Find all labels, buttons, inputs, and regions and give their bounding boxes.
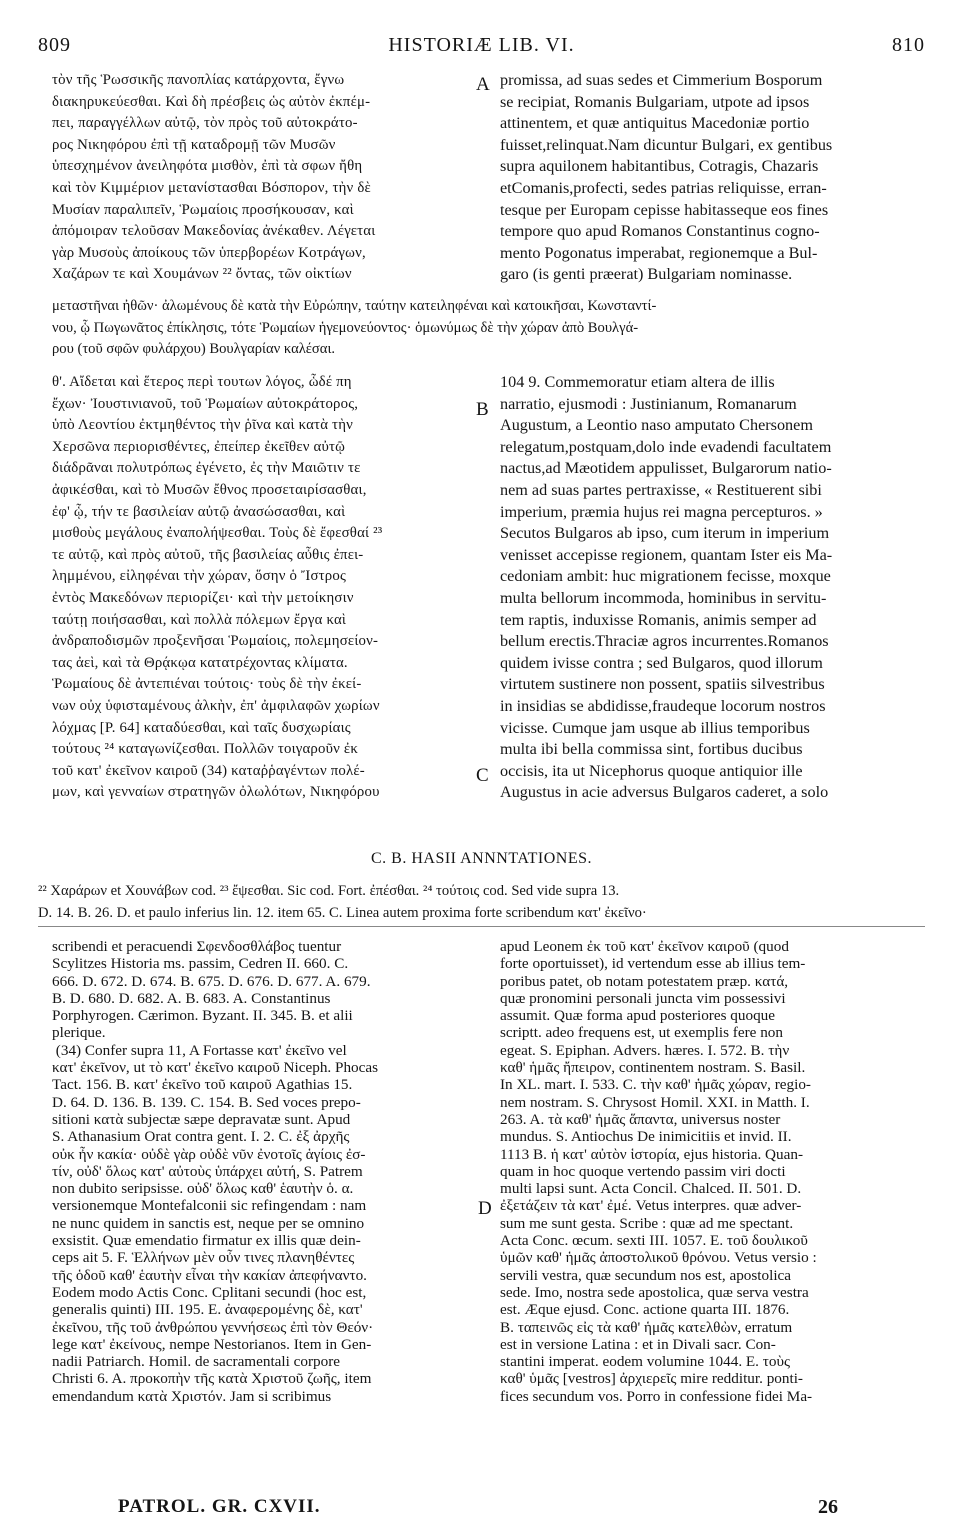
running-header bbox=[38, 34, 925, 60]
margin-letter-c: C bbox=[476, 765, 489, 786]
annotations-left-column: scribendi et peracuendi Σφενδοσθλάβος tuentur Scylitzes Historia ms. passim, Cedren II. 660. C. 666. D. 672. D. 674. B. 675. D. 676. D. 677. A. 679. B. D. 680. D. 682. A. B. 683. A. Constantinus Porphyrogen. Cærimon. Byzant. II. 345. B. et alii plerique. (34) Confer supra 11, A Fortasse κατ' ἐκεῖνο vel κατ' ἐκεῖνον, ut τὸ κατ' ἐκεῖνο καιροῦ Niceph. Phocas Tact. 156. B. κατ' ἐκεῖνο τοῦ καιροῦ Agathias 15. D. 64. D. 136. B. 139. C. 154. B. Sed voces prepo- sitioni κατὰ subjectæ sæpe depravatæ sunt. Apud S. Athanasium Orat contra gent. I. 2. C. ἐξ ἀρχῆς οὐκ ἦν κακία· οὐδὲ γὰρ οὐδὲ νῦν ἐνοτοῖς ἁγίοις ἐσ- τίν, οὐδ' ὅλως κατ' αὐτοὺς ὑπάρχει αὐτή, S. Patrem non dubito seripsisse. οὐδ' ὅλως καθ' ἑαυτὴν ὁ. α. versionemque Montefalconii sic refingendam : nam ne nunc quidem in sanctis est, neque per se omnino exsistit. Quæ emendatio firmatur ex illis quæ dein- ceps ait 5. F. Ἑλλήνων μὲν οὖν τινες πλανηθέντες τῆς ὁδοῦ καθ' ἑαυτὴν εἶναι τὴν κακίαν ἀπεφήναντο. Eodem modo Actis Conc. Cplitani secundi (hoc est, generalis quinti) III. 195. E. ἀναφερομένης δὲ, κατ' ἐκεῖνου, τῆς τοῦ ἀνθρώπου γεννήσεως ἐπὶ τὸν Θεόν· lege κατ' ἐκείνους, nempe Nestorianos. Item in Gen- nadii Patriarch. Homil. de sacramentali corpore Christi 6. A. προκοπὴν τῆς κατὰ Χριστοῦ ζωῆς, item emendandum κατὰ Χριστόν. Jam si scribimus bbox=[52, 938, 379, 1405]
running-title: HISTORIÆ LIB. VI. bbox=[388, 34, 575, 56]
series-volume: PATROL. GR. CXVII. bbox=[118, 1496, 321, 1517]
critical-footnotes: ²² Χαράρων et Χουνάβων cod. ²³ ἔψεσθαι. Sic cod. Fort. ἐπέσθαι. ²⁴ τούτοις cod. Sed vide supra 13. D. 14. B. 26. D. et paulo inferius lin. 12. item 65. C. Linea autem proxima forte scribendum κατ' ἐκεῖνο· bbox=[38, 883, 647, 921]
greek-text-middle: θ'. Αἴδεται καὶ ἕτερος περὶ τουτων λόγος, ὧδέ πη ἔχων· Ἰουστινιανοῦ, τοῦ Ῥωμαίων αὐτοκράτορος, ὑπὸ Λεοντίου ἐκτμηθέντος τὴν ῥῖνα καὶ κατὰ τὴν Χερσῶνα περιορισθέντες, ἐπείπερ ἐκεῖθεν αὐτῷ διάδρᾶναι πολυτρόπως ἐγένετο, ἐς τὴν Μαιῶτιν τε ἀφικέσθαι, καὶ τὸ Μυσῶν ἔθνος προσεταιρίσασθαι, ἐφ' ᾧ, τήν τε βασιλείαν αὐτῷ ἀνασώσασθαι, καὶ μισθοὺς μεγάλους ἐναπολήψεσθαι. Τοὺς δὲ ἔφεσθαί ²³ τε αὐτῷ, καὶ πρὸς αὐτοῦ, τῆς βασιλείας αὖθις ἐπει- λημμένου, εἰληφέναι τὴν χώραν, ὅσην ὁ Ἴστρος ἐντὸς Μακεδόνων περιορίζει· καὶ τὴν μετοίκησιν ταύτῃ ποιήσασθαι, καὶ πολλὰ πόλεμων ἔργα καὶ ἀνδραποδισμῶν προξενῆσαι Ῥωμαίοις, πολεμησείον- τας ἀεὶ, καὶ τὰ Θρᾴκῳα κατατρέχοντας κλίματα. Ῥωμαίους δὲ ἀντεπιέναι τούτοις· τοὺς δὲ τὴν ἐκεί- νων οὐχ ὑφισταμένους ἀλκὴν, ἐπ' ἀμφιλαφῶν χωρίων λόχμας [P. 64] καταδύεσθαι, καὶ ταῖς δυσχωρίαις τούτους ²⁴ καταγωνίζεσθαι. Πολλῶν τοιγαροῦν ἐκ τοῦ κατ' ἐκεῖνον καιροῦ (34) καταῤῥαγέντων πολέ- μων, καὶ γενναίων στρατηγῶν ὀλωλότων, Νικηφόρου bbox=[52, 374, 383, 801]
footnote-divider bbox=[38, 926, 925, 927]
signature-number: 26 bbox=[818, 1496, 838, 1518]
greek-text-full-width: μεταστῆναι ἠθῶν· ἀλωμένους δὲ κατὰ τὴν Εὐρώπην, ταύτην κατειληφέναι καὶ κατοικῆσαι, Κωνσταντί- νου, ᾧ Πωγωνᾶτος ἐπίκλησις, τότε Ῥωμαίων ἡγεμονεύοντος· ὁμωνύμως δὲ τὴν χώραν ἀπὸ Βουλγά- ρου (τοῦ σφῶν φυλάρχου) Βουλγαρίαν καλέσαι. bbox=[52, 298, 657, 358]
margin-letter-b: B bbox=[476, 399, 489, 420]
annotations-right-column: apud Leonem ἐκ τοῦ κατ' ἐκεῖνον καιροῦ (quod forte oportuisset), id vertendum esse ab illius tem- poribus patet, ob notam potestatem præp. κατά, quæ pronomini personali juncta vim possessivi assumit. Quæ forma apud posteriores quoque scriptt. adeo frequens est, ut exemplis fere non egeat. S. Epiphan. Advers. hæres. I. 572. B. τὴν καθ' ἡμᾶς ἤπειρον, continentem nostram. S. Basil. In XL. mart. I. 533. C. τὴν καθ' ἡμᾶς χώραν, regio- nem nostram. S. Chrysost Homil. XXI. in Matth. I. 263. A. τὰ καθ' ἡμᾶς ἅπαντα, universus noster mundus. S. Antiochus De inimicitiis et invid. II. 1113 B. ἡ κατ' αὐτὸν ἱστορία, ejus historia. Quan- quam in hoc quoque vertendo passim viri docti multi lapsi sunt. Acta Concil. Chalced. II. 501. D. ἐξετάζειν τὰ κατ' ἐμέ. Vetus interpres. quæ adver- sum me sunt gesta. Scribe : quæ ad me spectant. Acta Conc. œcum. sexti III. 1057. E. τοῦ δουλικοῦ ὑμῶν καθ' ἡμᾶς ἀποστολικοῦ θρόνου. Vetus versio : servili vestra, quæ secundum nos est, apostolica sede. Imo, nostra sede apostolica, quæ serva vestra est. Æque ejusd. Conc. actione quarta III. 1876. B. ταπεινῶς εἰς τὰ καθ' ἡμᾶς κατελθὼν, erratum est in versione Latina : et in Divali sacr. Con- stantini imperat. eodem volumine 1044. E. τοὺς καθ' ὑμᾶς [vestros] ἀρχιερεῖς mire redditur. ponti- fices secundum vos. Porro in confessione fidei Ma- bbox=[500, 938, 817, 1405]
annotations-title: C. B. HASII ANNNTATIONES. bbox=[371, 850, 592, 867]
page-number-left: 809 bbox=[38, 34, 71, 56]
latin-text-middle: 104 9. Commemoratur etiam altera de illis narratio, ejusmodi : Justinianum, Romanarum Augustum, a Leontio naso amputato Chersonem relegatum,postquam,dolo inde evadendi facultatem nactus,ad Mæotidem appulisset, Bulgarorum natio- nem ad suas partes pertraxisse, « Restituerent sibi imperium, præmia hujus rei magna percepturos. » Secutos Bulgaros ab ipso, cum iterum in imperium venisset accepisse regionem, quantam Ister eis Ma- cedoniam ambit: huc migrationem fecisse, moxque multa bellorum incommoda, hominibus in servitu- tem raptis, induxisse Romanis, animis semper ad bellum erectis.Thraciæ agros incurrentes.Romanos quidem ivisse contra ; sed Bulgaros, quod illorum virtutem sustinere non possent, spatiis silvestribus in insidias se abdidisse,fraudeque locorum nostros vicisse. Cumque jam usque ab illius temporibus multa ibi bella commissa sint, fortibus ducibus occisis, ita ut Nicephorus quoque antiquior ille Augustus in acie adversus Bulgaros caderet, a solo bbox=[500, 373, 833, 802]
page-number-right: 810 bbox=[892, 34, 925, 56]
margin-letter-a: A bbox=[476, 74, 490, 95]
greek-text-top: τὸν τῆς Ῥωσσικῆς πανοπλίας κατάρχοντα, ἔγνω διακηρυκεύεσθαι. Καὶ δὴ πρέσβεις ὡς αὐτὸν ἐκπέμ- πει, παραγγέλλων αὐτῷ, τὸν πρὸς τοῦ αὐτοκράτο- ρος Νικηφόρου ἐπὶ τῇ καταδρομῇ τῶν Μυσῶν ὑπεσχημένον ἀνειληφότα μισθὸν, ἐπὶ τὰ σφων ἤθη καὶ τὸν Κιμμέριον μετανίστασθαι Βόσπορον, τὴν δὲ Μυσίαν παραλιπεῖν, Ῥωμαίοις προσήκουσαν, καὶ ἀπόμοιραν τελοῦσαν Μακεδονίας ἀνέκαθεν. Λέγεται γὰρ Μυσοὺς ἀποίκους τῶν ὑπερβορέων Κοτράγων, Χαζάρων τε καὶ Χουμάνων ²² ὄντας, τῶν οἰκτίων bbox=[52, 72, 376, 283]
margin-letter-d: D bbox=[478, 1198, 492, 1219]
latin-text-top: promissa, ad suas sedes et Cimmerium Bosporum se recipiat, Romanis Bulgariam, utpote ad ipsos attinentem, et quæ antiquitus Macedoniæ portio fuisset,relinquat.Nam dicuntur Bulgari, ex gentibus supra aquilonem habitantibus, Cotragis, Chazaris etComanis,profecti, sedes patrias reliquisse, erran- tesque per Europam cepisse habitasseque eos fines tempore quo apud Romanos Constantinus cogno- mento Pogonatus imperabat, regionemque a Bul- garo (is genti præerat) Bulgariam nominasse. bbox=[500, 71, 833, 284]
page-footer bbox=[0, 1496, 963, 1522]
